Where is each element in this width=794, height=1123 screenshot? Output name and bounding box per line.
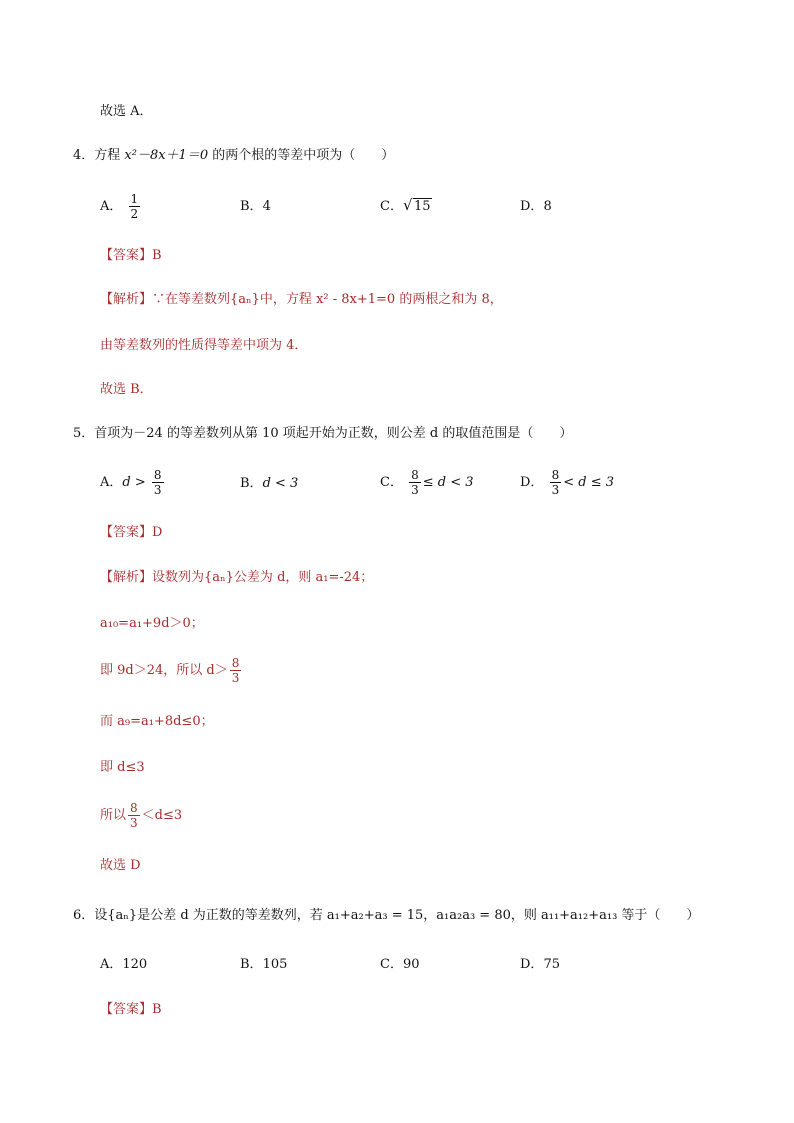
- q4-stem: [73, 146, 394, 166]
- q6-option-c-label: C．: [380, 957, 403, 972]
- q4-conclusion: 故选 B．: [100, 382, 153, 397]
- q6-option-d-label: D．: [520, 957, 544, 972]
- q5-option-d-fraction: [550, 468, 562, 497]
- q4-option-c-sqrt: [403, 197, 432, 217]
- q5-step2-denominator: 3: [231, 671, 240, 685]
- q5-step1: a₁₀=a₁+9d＞0；: [100, 616, 204, 631]
- q5-option-d-label: D．: [520, 475, 544, 490]
- q4-option-c: [380, 197, 432, 217]
- q4-option-c-label: C．: [380, 199, 403, 214]
- q5-option-d: [520, 468, 614, 497]
- q5-step5-fraction: [128, 801, 140, 830]
- q5-option-d-numerator: 8: [551, 468, 560, 482]
- q5-answer: [100, 523, 162, 543]
- q6-option-b-value: 105: [262, 957, 288, 972]
- q5-analysis-tag: 【解析】: [100, 570, 153, 585]
- q5-option-c-denominator: 3: [411, 483, 419, 497]
- q5-option-a-left: d >: [122, 475, 146, 490]
- q4-stem-suffix: 的两个根的等差中项为（ ）: [208, 148, 395, 163]
- q6-answer: [100, 1000, 162, 1020]
- q5-option-a-denominator: 3: [153, 483, 162, 497]
- q5-option-a-label: A．: [100, 475, 123, 490]
- q4-answer: [100, 246, 162, 266]
- q5-option-c: [380, 468, 474, 497]
- sqrt-radical-icon: √: [402, 196, 413, 214]
- q5-option-b-label: B．: [240, 476, 263, 491]
- q5-option-c-numerator: 8: [411, 468, 419, 482]
- q4-option-a: [100, 192, 142, 221]
- q5-step2-prefix: 即 9d＞24，所以 d＞: [100, 663, 228, 678]
- q4-option-a-denominator: 2: [130, 207, 139, 221]
- q4-option-c-value: 15: [413, 199, 431, 214]
- q5-step5: [100, 801, 182, 830]
- q5-step4: 即 d≤3: [100, 760, 145, 775]
- q5-analysis-line1: [100, 568, 373, 588]
- q5-option-c-label: C．: [380, 475, 403, 490]
- q5-option-c-right: ≤ d < 3: [422, 475, 474, 490]
- q6-answer-value: B: [152, 1002, 162, 1017]
- q4-analysis-line2: 由等差数列的性质得等差中项为 4．: [100, 338, 308, 353]
- q6-option-d-value: 75: [543, 957, 560, 972]
- q5-answer-value: D: [152, 525, 163, 540]
- q4-analysis-text: ∵在等差数列{aₙ}中，方程 x² - 8x+1=0 的两根之和为 8，: [152, 292, 503, 307]
- q5-option-a-fraction: [152, 468, 164, 497]
- q4-option-d: [520, 197, 552, 217]
- q4-answer-value: B: [152, 248, 162, 263]
- q5-answer-tag: 【答案】: [100, 525, 153, 540]
- q6-option-b-label: B．: [240, 957, 263, 972]
- q5-step5-prefix: 所以: [100, 808, 127, 823]
- q5-option-b-value: d < 3: [262, 476, 299, 491]
- q6-option-d: [520, 955, 560, 975]
- q4-option-d-label: D．: [520, 199, 544, 214]
- q5-step2-fraction: [230, 656, 242, 685]
- q4-stem-prefix: 4．方程: [73, 148, 125, 163]
- q5-step3: 而 a₉=a₁+8d≤0；: [100, 714, 214, 729]
- q6-option-a-label: A．: [100, 957, 123, 972]
- q4-analysis-line1: [100, 290, 503, 310]
- q6-option-c-value: 90: [402, 957, 420, 972]
- q5-stem: 5．首项为－24 的等差数列从第 10 项起开始为正数，则公差 d 的取值范围是（ ）: [73, 426, 573, 441]
- q6-option-a-value: 120: [122, 957, 148, 972]
- q3-conclusion: 故选 A．: [100, 104, 153, 119]
- q4-answer-tag: 【答案】: [100, 248, 153, 263]
- q4-option-a-numerator: 1: [130, 192, 139, 206]
- q6-option-b: [240, 955, 287, 975]
- q4-option-a-fraction: [129, 192, 141, 221]
- q5-option-b: [240, 474, 298, 494]
- q5-step5-denominator: 3: [130, 816, 138, 830]
- q5-step2: [100, 656, 243, 685]
- q4-option-b: [240, 197, 271, 217]
- q6-answer-tag: 【答案】: [100, 1002, 153, 1017]
- q5-option-d-denominator: 3: [551, 483, 560, 497]
- q4-option-b-label: B．: [240, 199, 263, 214]
- q5-option-a-numerator: 8: [153, 468, 162, 482]
- q6-option-c: [380, 955, 420, 975]
- q4-option-d-value: 8: [543, 199, 552, 214]
- q4-option-b-value: 4: [262, 199, 271, 214]
- q4-equation: x²－8x＋1＝0: [124, 148, 209, 163]
- q6-option-a: [100, 955, 147, 975]
- q5-step2-numerator: 8: [231, 656, 240, 670]
- q5-option-a: [100, 468, 166, 497]
- q5-conclusion: 故选 D: [100, 858, 141, 873]
- q5-step5-numerator: 8: [130, 801, 138, 815]
- q4-analysis-tag: 【解析】: [100, 292, 153, 307]
- q5-step5-suffix: ＜d≤3: [141, 808, 183, 823]
- q6-stem: 6．设{aₙ}是公差 d 为正数的等差数列，若 a₁+a₂+a₃ = 15，a₁a₂a₃ = 80，则 a₁₁+a₁₂+a₁₃ 等于（ ）: [73, 908, 700, 923]
- q5-option-d-right: < d ≤ 3: [563, 475, 614, 490]
- q5-option-c-fraction: [409, 468, 421, 497]
- q5-analysis-text: 设数列为{aₙ}公差为 d，则 a₁=-24；: [152, 570, 374, 585]
- q4-option-a-label: A．: [100, 199, 123, 214]
